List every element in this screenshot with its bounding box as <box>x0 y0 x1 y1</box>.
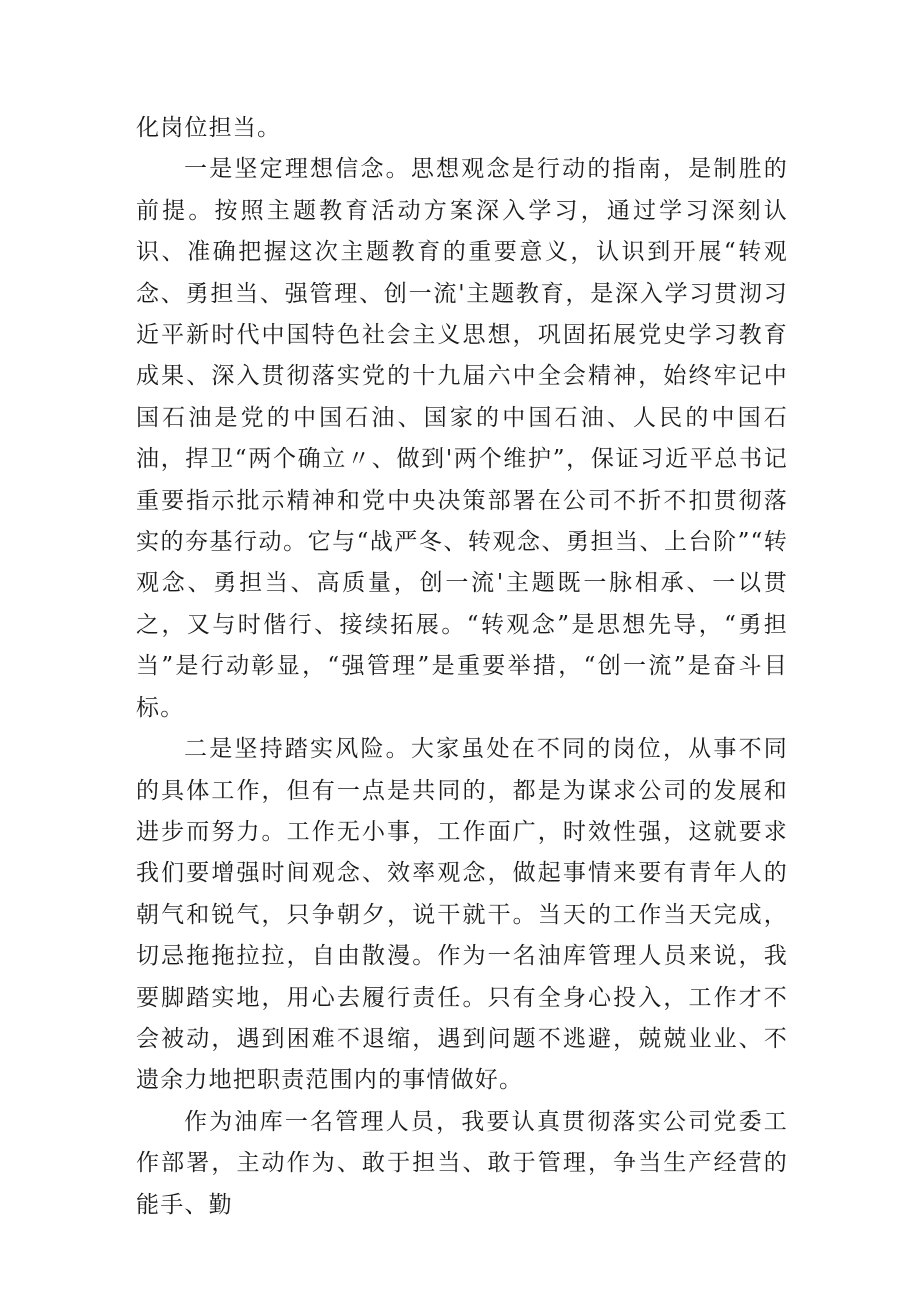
paragraph-manager-role: 作为油库一名管理人员，我要认真贯彻落实公司党委工作部署，主动作为、敢于担当、敢于管理，争当生产经营的能手、勤 <box>136 1108 788 1218</box>
body-text <box>136 108 788 1226</box>
paragraph-diligence: 二是坚持踏实风险。大家虽处在不同的岗位，从事不同的具体工作，但有一点是共同的，都是为谋求公司的发展和进步而努力。工作无小事，工作面广，时效性强，这就要求我们要增强时间观念、效率观念，做起事情来要有青年人的朝气和锐气，只争朝夕，说干就干。当天的工作当天完成，切忌拖拖拉拉，自由散漫。作为一名油库管理人员来说，我要脚踏实地，用心去履行责任。只有全身心投入，工作才不会被动，遇到困难不退缩，遇到问题不逃避，兢兢业业、不遗余力地把职责范围内的事情做好。 <box>136 736 788 1094</box>
paragraph-continuation: 化岗位担当。 <box>136 115 282 141</box>
paragraph-ideals: 一是坚定理想信念。思想观念是行动的指南，是制胜的前提。按照主题教育活动方案深入学习，通过学习深刻认识、准确把握这次主题教育的重要意义，认识到开展“转观念、勇担当、强管理、创一流'主题教育，是深入学习贯沏习近平新时代中国特色社会主义思想，巩固拓展党史学习教育成果、深入贯彻落实党的十九届六中全会精神，始终牢记中国石油是党的中国石油、国家的中国石油、人民的中国石油，捍卫“两个确立〃、做到'两个维护”，保证习近平总书记重要指示批示精神和党中央决策部署在公司不折不扣贯彻落实的夯基行动。它与“战严冬、转观念、勇担当、上台阶”“转观念、勇担当、高质量，创一流'主题既一脉相承、一以贯之，又与时偕行、接续拓展。“转观念”是思想先导，“勇担当”是行动彰显，“强管理”是重要举措，“创一流”是奋斗目标。 <box>136 156 788 721</box>
